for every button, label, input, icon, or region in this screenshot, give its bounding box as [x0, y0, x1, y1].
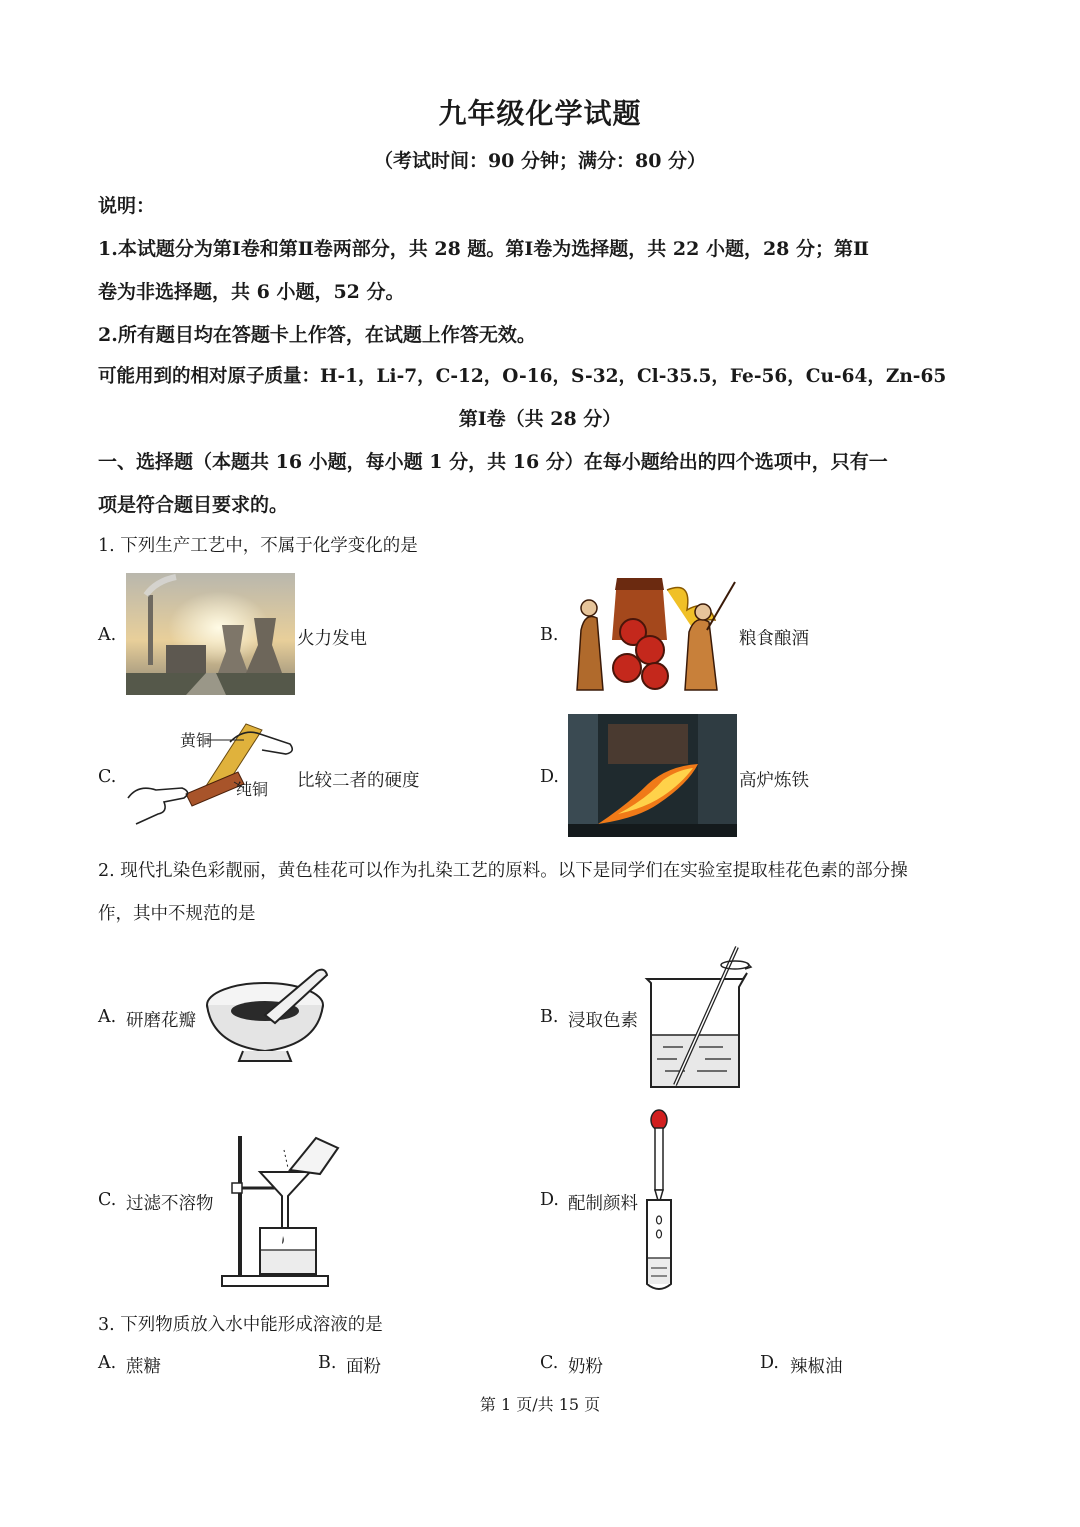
- q1-option-b-letter: B.: [540, 625, 559, 645]
- instruction-1a: 1.本试题分为第Ⅰ卷和第Ⅱ卷两部分，共 28 题。第Ⅰ卷为选择题，共 22 小题，28 分；第Ⅱ: [98, 238, 870, 260]
- q3-option-b-text: 面粉: [346, 1357, 381, 1377]
- exam-info: （考试时间：90 分钟；满分：80 分）: [373, 150, 707, 172]
- q3-option-c-letter: C.: [540, 1353, 559, 1373]
- q3-option-d-text: 辣椒油: [790, 1357, 843, 1377]
- filtration-apparatus-icon: [220, 1110, 338, 1290]
- q3-option-a-letter: A.: [98, 1353, 117, 1373]
- pure-copper-label: 纯铜: [236, 780, 269, 799]
- q1-option-d-letter: D.: [540, 767, 559, 787]
- power-plant-photo: [126, 573, 295, 695]
- q1-option-d-text: 高炉炼铁: [739, 771, 809, 791]
- q2-option-b-letter: B.: [540, 1007, 559, 1027]
- q2-stem-line-2: 作，其中不规范的是: [98, 904, 256, 924]
- q1-option-c-text: 比较二者的硬度: [297, 771, 420, 791]
- volume-title: 第Ⅰ卷（共 28 分）: [458, 408, 622, 430]
- q1-option-b-text: 粮食酿酒: [739, 629, 809, 649]
- mortar-pestle-icon: [205, 965, 330, 1065]
- instruction-1b: 卷为非选择题，共 6 小题，52 分。: [98, 281, 405, 303]
- dropper-test-tube-icon: [643, 1108, 679, 1292]
- q3-option-a-text: 蔗糖: [126, 1357, 161, 1377]
- part-one-line-1: 一、选择题（本题共 16 小题，每小题 1 分，共 16 分）在每小题给出的四个选项中，只有一: [98, 451, 888, 473]
- blast-furnace-photo: [568, 714, 737, 837]
- q3-stem: 3. 下列物质放入水中能形成溶液的是: [98, 1315, 383, 1335]
- atomic-masses: 可能用到的相对原子质量：H-1，Li-7，C-12，O-16，S-32，Cl-35.5，Fe-56，Cu-64，Zn-65: [98, 366, 947, 387]
- q2-option-b-text: 浸取色素: [568, 1011, 638, 1031]
- q1-option-c-letter: C.: [98, 767, 117, 787]
- instruction-2: 2.所有题目均在答题卡上作答，在试题上作答无效。: [98, 324, 536, 346]
- q2-option-c-text: 过滤不溶物: [126, 1194, 214, 1214]
- q3-option-c-text: 奶粉: [568, 1357, 603, 1377]
- part-one-line-2: 项是符合题目要求的。: [98, 494, 289, 516]
- page-number: 第 1 页/共 15 页: [479, 1395, 601, 1414]
- q1-stem: 1. 下列生产工艺中，不属于化学变化的是: [98, 536, 418, 556]
- q3-option-d-letter: D.: [760, 1353, 779, 1373]
- wine-brewing-illustration: [567, 570, 737, 692]
- page-title: 九年级化学试题: [438, 97, 642, 130]
- q1-option-a-letter: A.: [98, 625, 117, 645]
- q2-option-c-letter: C.: [98, 1190, 117, 1210]
- brass-label: 黄铜: [180, 731, 213, 750]
- q1-option-a-text: 火力发电: [297, 629, 367, 649]
- q2-option-a-letter: A.: [98, 1007, 117, 1027]
- beaker-stirring-icon: [643, 943, 753, 1091]
- instructions-heading: 说明：: [98, 195, 156, 217]
- q2-option-d-text: 配制颜料: [568, 1194, 638, 1214]
- q2-stem-line-1: 2. 现代扎染色彩靓丽，黄色桂花可以作为扎染工艺的原料。以下是同学们在实验室提取桂花色素的部分操: [98, 861, 908, 881]
- q3-option-b-letter: B.: [318, 1353, 337, 1373]
- q2-option-a-text: 研磨花瓣: [126, 1011, 196, 1031]
- q2-option-d-letter: D.: [540, 1190, 559, 1210]
